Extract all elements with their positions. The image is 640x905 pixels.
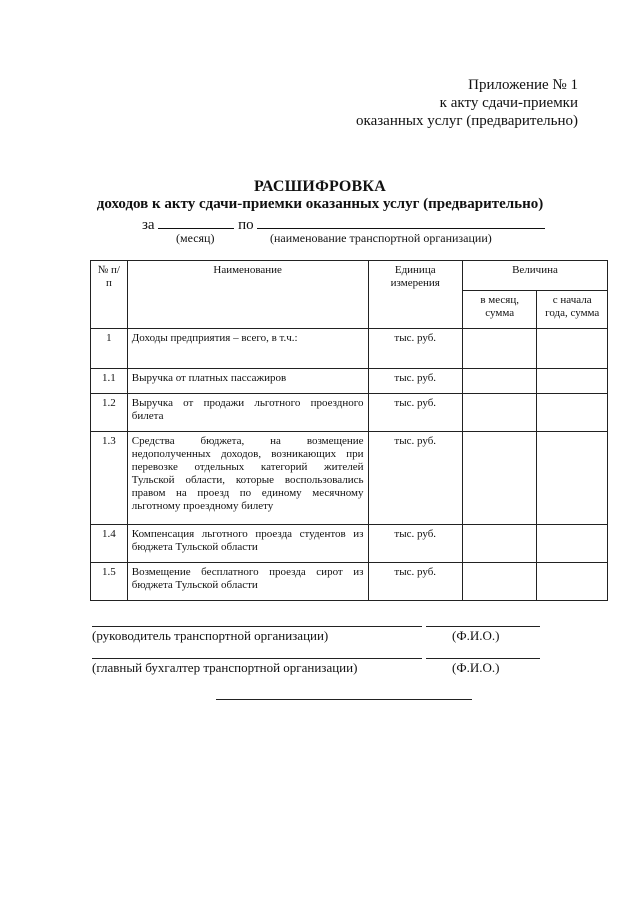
accountant-fio-label: (Ф.И.О.) [452, 660, 500, 675]
row-num: 1.3 [91, 432, 128, 525]
row-month-value[interactable] [462, 394, 536, 432]
row-year-value[interactable] [537, 369, 608, 394]
accountant-signature-line[interactable] [92, 658, 422, 659]
table-row [91, 369, 608, 394]
row-num: 1.5 [91, 563, 128, 601]
row-year-value[interactable] [537, 563, 608, 601]
header-month: в месяц, сумма [462, 291, 536, 329]
row-month-value[interactable] [462, 432, 536, 525]
month-blank[interactable] [158, 214, 234, 229]
organization-blank[interactable] [257, 214, 545, 229]
row-unit: тыс. руб. [368, 432, 462, 525]
header-value: Величина [462, 261, 607, 291]
row-unit: тыс. руб. [368, 329, 462, 369]
row-year-value[interactable] [537, 329, 608, 369]
row-unit: тыс. руб. [368, 525, 462, 563]
row-unit: тыс. руб. [368, 394, 462, 432]
row-name: Выручка от платных пассажиров [127, 369, 368, 394]
head-signature-label: (руководитель транспортной организации) [92, 628, 329, 643]
appendix-header [318, 76, 578, 130]
row-num: 1.4 [91, 525, 128, 563]
table-row [91, 563, 608, 601]
row-name: Доходы предприятия – всего, в т.ч.: [127, 329, 368, 369]
bottom-rule [216, 699, 472, 700]
table-row [91, 432, 608, 525]
header-year: с начала года, сумма [537, 291, 608, 329]
row-name: Средства бюджета, на возмещение недополученных доходов, возникающих при перевозке отдельных категорий жителей Тульской области, которые воспользовались правом на проезд по единому месячному льготному проездному билету [127, 432, 368, 525]
row-name: Компенсация льготного проезда студентов из бюджета Тульской области [127, 525, 368, 563]
row-num: 1.1 [91, 369, 128, 394]
document-subtitle: доходов к акту сдачи-приемки оказанных услуг (предварительно) [96, 196, 544, 212]
header-num: № п/п [91, 261, 128, 329]
table-row [91, 525, 608, 563]
row-name: Выручка от продажи льготного проездного билета [127, 394, 368, 432]
header-unit: Единица измерения [368, 261, 462, 329]
table-row [91, 329, 608, 369]
header-name: Наименование [127, 261, 368, 329]
document-title: РАСШИФРОВКА [254, 178, 386, 195]
month-hint: (месяц) [176, 231, 215, 245]
table-row [91, 394, 608, 432]
row-month-value[interactable] [462, 563, 536, 601]
row-month-value[interactable] [462, 329, 536, 369]
accountant-signature-label: (главный бухгалтер транспортной организации) [92, 660, 358, 675]
appendix-line-1: Приложение № 1 [468, 77, 578, 93]
period-middle: по [238, 217, 254, 233]
appendix-line-3: оказанных услуг (предварительно) [356, 113, 578, 129]
organization-hint: (наименование транспортной организации) [270, 231, 492, 245]
period-prefix: за [142, 217, 155, 233]
row-num: 1.2 [91, 394, 128, 432]
head-signature-line[interactable] [92, 626, 422, 627]
row-num: 1 [91, 329, 128, 369]
appendix-line-2: к акту сдачи-приемки [439, 95, 578, 111]
row-year-value[interactable] [537, 525, 608, 563]
head-fio-label: (Ф.И.О.) [452, 628, 500, 643]
row-name: Возмещение бесплатного проезда сирот из бюджета Тульской области [127, 563, 368, 601]
income-table [90, 260, 608, 601]
row-year-value[interactable] [537, 432, 608, 525]
row-unit: тыс. руб. [368, 563, 462, 601]
row-unit: тыс. руб. [368, 369, 462, 394]
row-month-value[interactable] [462, 369, 536, 394]
head-fio-line[interactable] [426, 626, 540, 627]
accountant-fio-line[interactable] [426, 658, 540, 659]
row-month-value[interactable] [462, 525, 536, 563]
row-year-value[interactable] [537, 394, 608, 432]
